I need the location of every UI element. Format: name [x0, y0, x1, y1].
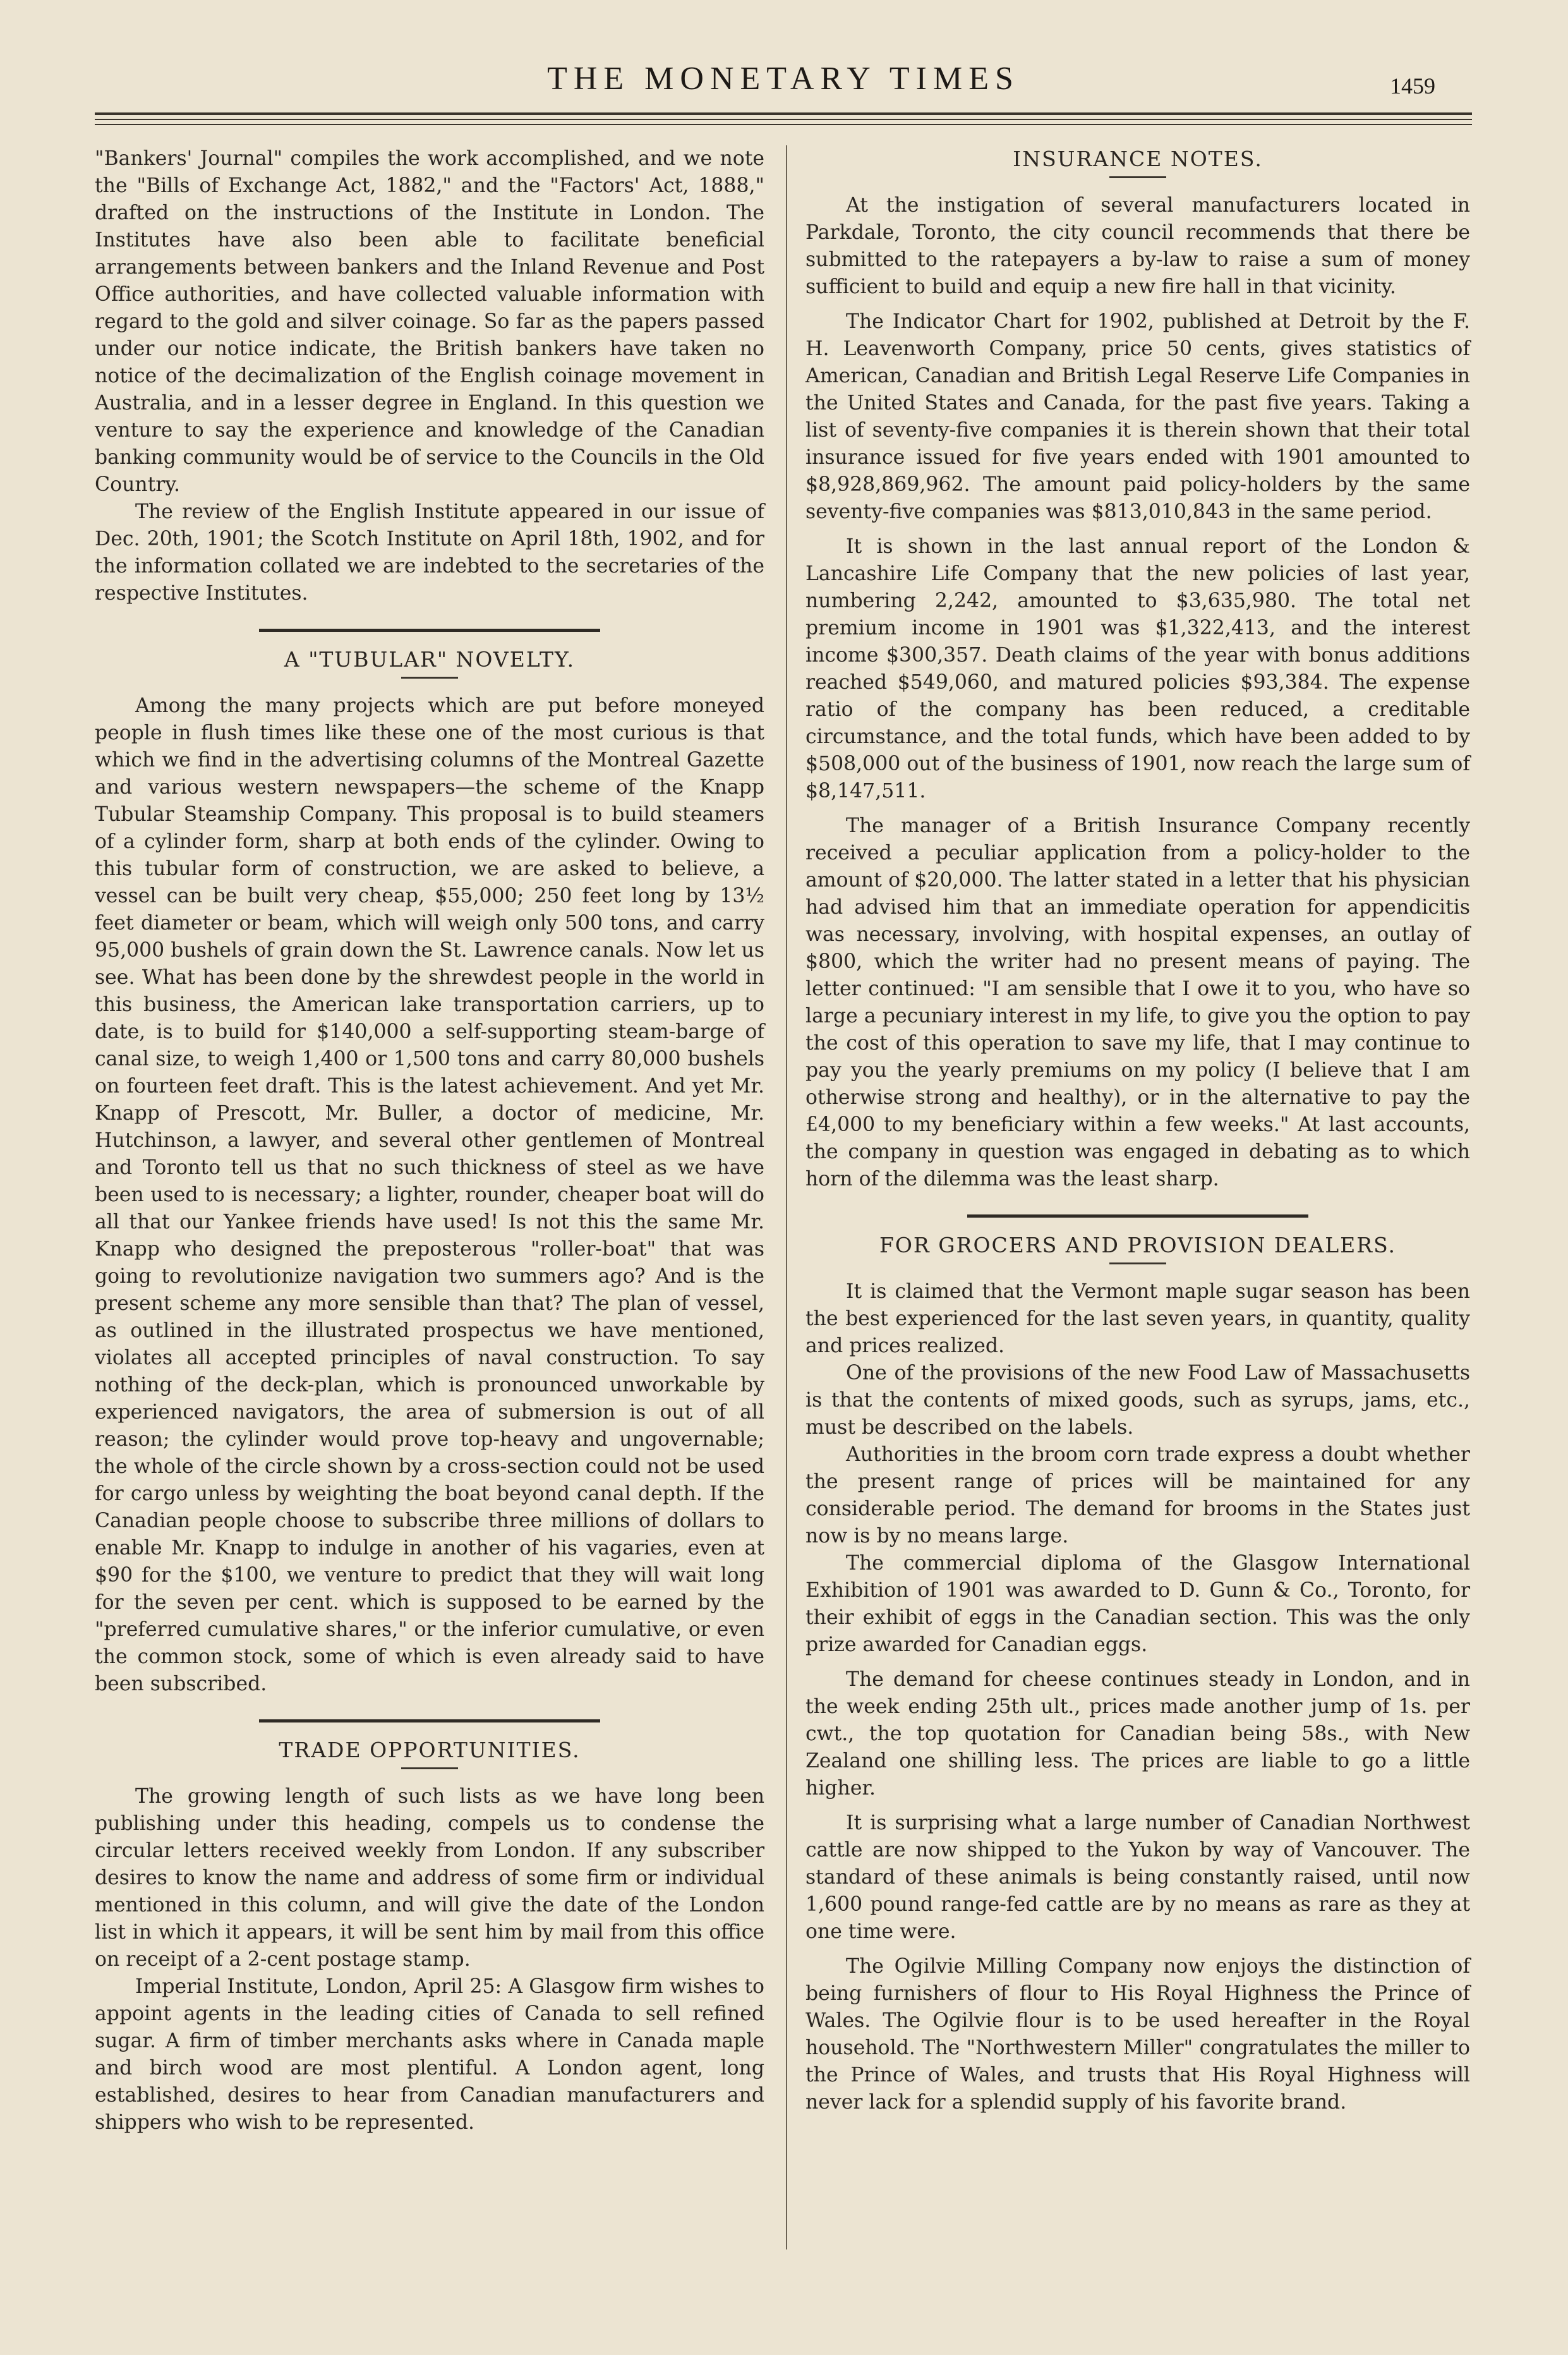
heading-rule [1109, 1262, 1166, 1264]
article-paragraph: Among the many projects which are put before moneyed people in flush times like these one of the most curious is that which we find in the advertising columns of the Montreal Gazette and various western newspapers—the scheme of the Knapp Tubular Steamship Company. This proposal is to build steamers of a cylinder form, sharp at both ends of the cylinder. Owing to this tubular form of construction, we are asked to believe, a vessel can be built very cheap, $55,000; 250 feet long by 13½ feet diameter or beam, which will weigh only 500 tons, and carry 95,000 bushels of grain down the St. Lawrence canals. Now let us see. What has been done by the shrewdest people in the world in this business, the American lake transportation carriers, up to date, is to build for $140,000 a self-supporting steam-barge of canal size, to weigh 1,400 or 1,500 tons and carry 80,000 bushels on fourteen feet draft. This is the latest achievement. And yet Mr. Knapp of Prescott, Mr. Buller, a doctor of medicine, Mr. Hutchinson, a lawyer, and several other gentlemen of Montreal and Toronto tell us that no such thickness of steel as we have been used to is necessary; a lighter, rounder, cheaper boat will do all that our Yankee friends have used! Is not this the same Mr. Knapp who designed the preposterous "roller-boat" that was going to revolutionize navigation two summers ago? And is the present scheme any more sensible than that? The plan of vessel, as outlined in the illustrated prospectus we have mentioned, violates all accepted principles of naval construction. To say nothing of the deck-plan, which is pronounced unworkable by experienced navigators, the area of submersion is out of all reason; the cylinder would prove top-heavy and ungovernable; the whole of the circle shown by a cross-section could not be used for cargo unless by weighting the boat beyond canal depth. If the Canadian people choose to subscribe three millions of dollars to enable Mr. Knapp to indulge in another of his vagaries, even at $90 for the $100, we venture to predict that they will wait long for the seven per cent. which is supposed to be earned by the "preferred cumulative shares," or the inferior cumulative, or even the common stock, some of which is even already said to have been subscribed. [95, 694, 764, 1695]
section-heading-trade: TRADE OPPORTUNITIES. [279, 1738, 581, 1762]
masthead-rule [95, 124, 1472, 125]
article-paragraph: At the instigation of several manufacturers located in Parkdale, Toronto, the city council recommends that there be submitted to the ratepayers a by-law to raise a sum of money sufficient to build and equip a new fire hall in that vicinity. [805, 194, 1470, 298]
article-paragraph: It is claimed that the Vermont maple sugar season has been the best experienced for the last seven years, in quantity, quality and prices realized. [805, 1280, 1470, 1357]
masthead-title: THE MONETARY TIMES [547, 61, 1020, 97]
heading-rule [401, 677, 458, 679]
page-number: 1459 [1390, 73, 1435, 99]
article-paragraph: The Ogilvie Milling Company now enjoys the distinction of being furnishers of flour to His Royal Highness the Prince of Wales. The Ogilvie flour is to be used hereafter in the Royal household. The "Northwestern Miller" congratulates the miller to the Prince of Wales, and trusts that His Royal Highness will never lack for a splendid supply of his favorite brand. [805, 1955, 1470, 2114]
section-rule [967, 1214, 1308, 1218]
right-column [805, 145, 1470, 2116]
heading-rule [1109, 176, 1166, 178]
article-paragraph: The manager of a British Insurance Company recently received a peculiar application from a policy-holder to the amount of $20,000. The latter stated in a letter that his physician had advised him that an immediate operation for appendicitis was necessary, involving, with hospital expenses, an outlay of $800, which the writer had no present means of paying. The letter continued: "I am sensible that I owe it to you, who have so large a pecuniary interest in my life, to give you the option to pay the cost of this operation to save my life, that I may continue to pay you the yearly premiums on my policy (I believe that I am otherwise strong and healthy), or in the alternative to pay the £4,000 to my beneficiary within a few weeks." At last accounts, the company in question was engaged in debating as to which horn of the dilemma was the least sharp. [805, 814, 1470, 1190]
section-heading-grocers: FOR GROCERS AND PROVISION DEALERS. [879, 1233, 1397, 1257]
section-rule [259, 629, 600, 632]
article-paragraph: One of the provisions of the new Food Law of Massachusetts is that the contents of mixed goods, such as syrups, jams, etc., must be described on the labels. [805, 1362, 1470, 1439]
column-divider [786, 145, 787, 2249]
article-paragraph: The growing length of such lists as we have long been publishing under this heading, compels us to condense the circular letters received weekly from London. If any subscriber desires to know the name and address of some firm or individual mentioned in this column, and will give the date of the London list in which it appears, it will be sent him by mail from this office on receipt of a 2-cent postage stamp. [95, 1785, 764, 1971]
section-heading-insurance: INSURANCE NOTES. [1013, 147, 1263, 171]
left-column [95, 145, 764, 2136]
section-heading-tubular: A "TUBULAR" NOVELTY. [284, 647, 576, 672]
article-paragraph: Imperial Institute, London, April 25: A Glasgow firm wishes to appoint agents in the leading cities of Canada to sell refined sugar. A firm of timber merchants asks where in Canada maple and birch wood are most plentiful. A London agent, long established, desires to hear from Canadian manufacturers and shippers who wish to be represented. [95, 1975, 764, 2134]
heading-rule [401, 1767, 458, 1769]
article-paragraph: "Bankers' Journal" compiles the work accomplished, and we note the "Bills of Exchange Act, 1882," and the "Factors' Act, 1888," drafted on the instructions of the Institute in London. The Institutes have also been able to facilitate beneficial arrangements between bankers and the Inland Revenue and Post Office authorities, and have collected valuable information with regard to the gold and silver coinage. So far as the papers passed under our notice indicate, the British bankers have taken no notice of the decimalization of the English coinage movement in Australia, and in a lesser degree in England. In this question we venture to say the experience and knowledge of the Canadian banking community would be of service to the Councils in the Old Country. [95, 147, 764, 496]
article-paragraph: The commercial diploma of the Glasgow International Exhibition of 1901 was awarded to D. Gunn & Co., Toronto, for their exhibit of eggs in the Canadian section. This was the only prize awarded for Canadian eggs. [805, 1552, 1470, 1656]
masthead-rule [95, 119, 1472, 120]
article-paragraph: The demand for cheese continues steady in London, and in the week ending 25th ult., prices made another jump of 1s. per cwt., the top quotation for Canadian being 58s., with New Zealand one shilling less. The prices are liable to go a little higher. [805, 1668, 1470, 1800]
article-paragraph: The Indicator Chart for 1902, published at Detroit by the F. H. Leavenworth Company, price 50 cents, gives statistics of American, Canadian and British Legal Reserve Life Companies in the United States and Canada, for the past five years. Taking a list of seventy-five companies it is therein shown that their total insurance issued for five years ended with 1901 amounted to $8,928,869,962. The amount paid policy-holders by the same seventy-five companies was $813,010,843 in the same period. [805, 310, 1470, 523]
section-rule [259, 1719, 600, 1722]
masthead-rule [95, 112, 1472, 115]
article-paragraph: The review of the English Institute appeared in our issue of Dec. 20th, 1901; the Scotch Institute on April 18th, 1902, and for the information collated we are indebted to the secretaries of the respective Institutes. [95, 500, 764, 605]
article-paragraph: It is surprising what a large number of Canadian Northwest cattle are now shipped to the Yukon by way of Vancouver. The standard of these animals is being constantly raised, until now 1,600 pound range-fed cattle are by no means as rare as they at one time were. [805, 1812, 1470, 1943]
article-paragraph: It is shown in the last annual report of the London & Lancashire Life Company that the new policies of last year, numbering 2,242, amounted to $3,635,980. The total net premium income in 1901 was $1,322,413, and the interest income $300,357. Death claims of the year with bonus additions reached $549,060, and matured policies $93,384. The expense ratio of the company has been reduced, a creditable circumstance, and the total funds, which have been added to by $508,000 out of the business of 1901, now reach the large sum of $8,147,511. [805, 535, 1470, 802]
article-paragraph: Authorities in the broom corn trade express a doubt whether the present range of prices will be maintained for any considerable period. The demand for brooms in the States just now is by no means large. [805, 1443, 1470, 1547]
